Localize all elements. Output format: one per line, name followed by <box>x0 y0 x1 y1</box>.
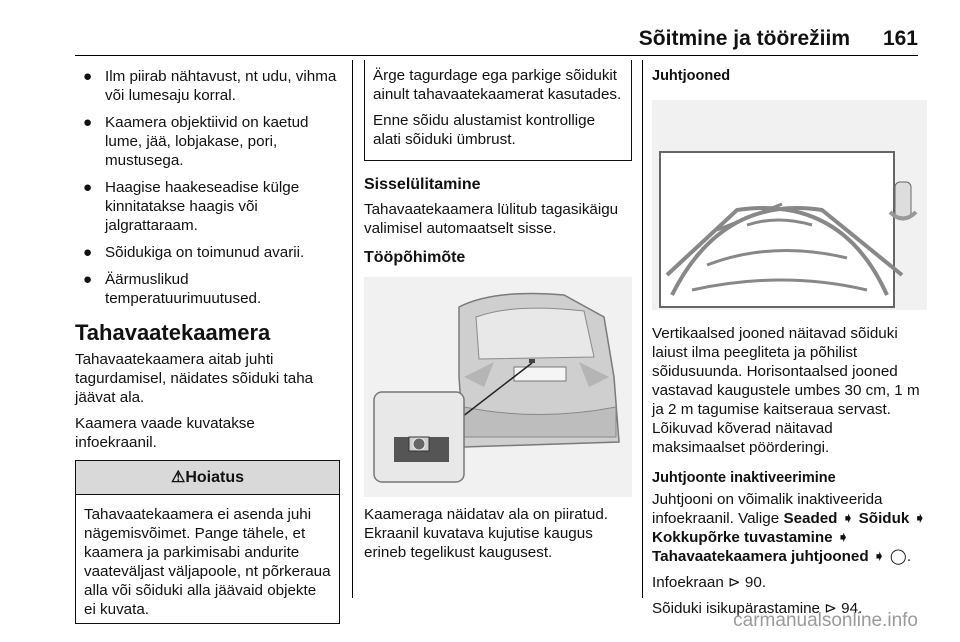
arrow-icon: ➧ <box>913 510 927 527</box>
bullet-item: ● Sõidukiga on toimunud avarii. <box>83 244 305 261</box>
menu-path-item: Kokkupõrke tuvastamine <box>652 529 833 546</box>
watermark: carmanualsonline.info <box>733 610 918 631</box>
warning-title: Hoiatus <box>185 469 244 486</box>
warning-header <box>76 461 339 495</box>
column-divider-2 <box>642 60 643 598</box>
menu-path-item: Sõiduk <box>858 510 910 527</box>
subheading: Juhtjooned <box>652 68 731 84</box>
column-2 <box>364 60 632 569</box>
subheading: Tööpõhimõte <box>364 249 466 266</box>
section-heading: Tahavaatekaamera <box>75 320 271 345</box>
warning-icon: ⚠ <box>170 469 186 486</box>
column-3 <box>652 67 928 625</box>
menu-path-item: Tahavaatekaamera juhtjooned <box>652 548 869 565</box>
paragraph: Tahavaatekaamera lülitub tagasikäigu valimisel automaatselt sisse. <box>364 201 619 237</box>
menu-path-paragraph: Juhtjooni on võimalik inaktiveerida infoekraanil. Valige Seaded ➧ Sõiduk ➧ Kokkupõrke tuvastamine ➧ Tahavaatekaamera juhtjooned ➧ ◯. <box>652 491 927 565</box>
running-header-title: Sõitmine ja töörežiim <box>638 27 850 50</box>
arrow-icon: ➧ <box>872 548 886 565</box>
page-number: 161 <box>882 27 918 50</box>
warning-box <box>75 460 340 624</box>
column-1 <box>75 67 340 624</box>
arrow-icon: ➧ <box>841 510 855 527</box>
column-divider-1 <box>352 60 353 598</box>
warning-continuation: Ärge tagurdage ega parkige sõidukit ainult tahavaatekaamerat kasutades. Enne sõidu alustamist kontrollige alati sõiduki ümbrust. <box>364 60 632 161</box>
subheading: Juhtjoonte inaktiveerimine <box>652 470 836 486</box>
circle-icon: ◯ <box>889 548 907 565</box>
bullet-item: ● Ilm piirab nähtavust, nt udu, vihma või lumesaju korral. <box>83 68 337 104</box>
car-camera-illustration <box>364 277 632 497</box>
subheading: Sisselülitamine <box>364 176 481 193</box>
menu-path-item: Seaded <box>783 510 838 527</box>
header-rule <box>75 55 918 56</box>
figure-caption: Kaameraga näidatav ala on piiratud. Ekraanil kuvatava kujutise kaugus erineb tegelikust kaugusest. <box>364 506 609 561</box>
cross-reference: Infoekraan ⊳ 90. <box>652 574 767 591</box>
guideline-display-illustration <box>652 100 927 310</box>
warning-body: Tahavaatekaamera ei asenda juhi nägemisvõimet. Pange tähele, et kaamera ja parkimisabi andurite vaateväljast väljapoole, nt põrkeraua alla või sõiduki alla jäävaid objekte ei kuvata. <box>84 506 331 618</box>
paragraph: Kaamera vaade kuvatakse infoekraanil. <box>75 415 255 451</box>
arrow-icon: ➧ <box>836 529 850 546</box>
bullet-item: ● Haagise haakeseadise külge kinnitatakse haagis või jalgrattaraam. <box>83 179 300 234</box>
paragraph: Tahavaatekaamera aitab juhti tagurdamisel, näidates sõiduki taha jäävat ala. <box>75 351 314 406</box>
bullet-item: ● Kaamera objektiivid on kaetud lume, jää, lobjakase, pori, mustusega. <box>83 114 309 169</box>
bullet-item: ● Äärmuslikud temperatuurimuutused. <box>83 271 262 307</box>
cross-reference: Sõiduki isikupärastamine ⊳ 94. <box>652 600 863 617</box>
paragraph: Vertikaalsed jooned näitavad sõiduki laiust ilma peegliteta ja põhilist sõidusuunda. Horisontaalsed jooned vastavad kaugustele umbes 30 cm, 1 m ja 2 m tagumise kaitseraua servast. Lõikuvad kõverad näitavad maksimaalset pöörderingi. <box>652 325 920 456</box>
